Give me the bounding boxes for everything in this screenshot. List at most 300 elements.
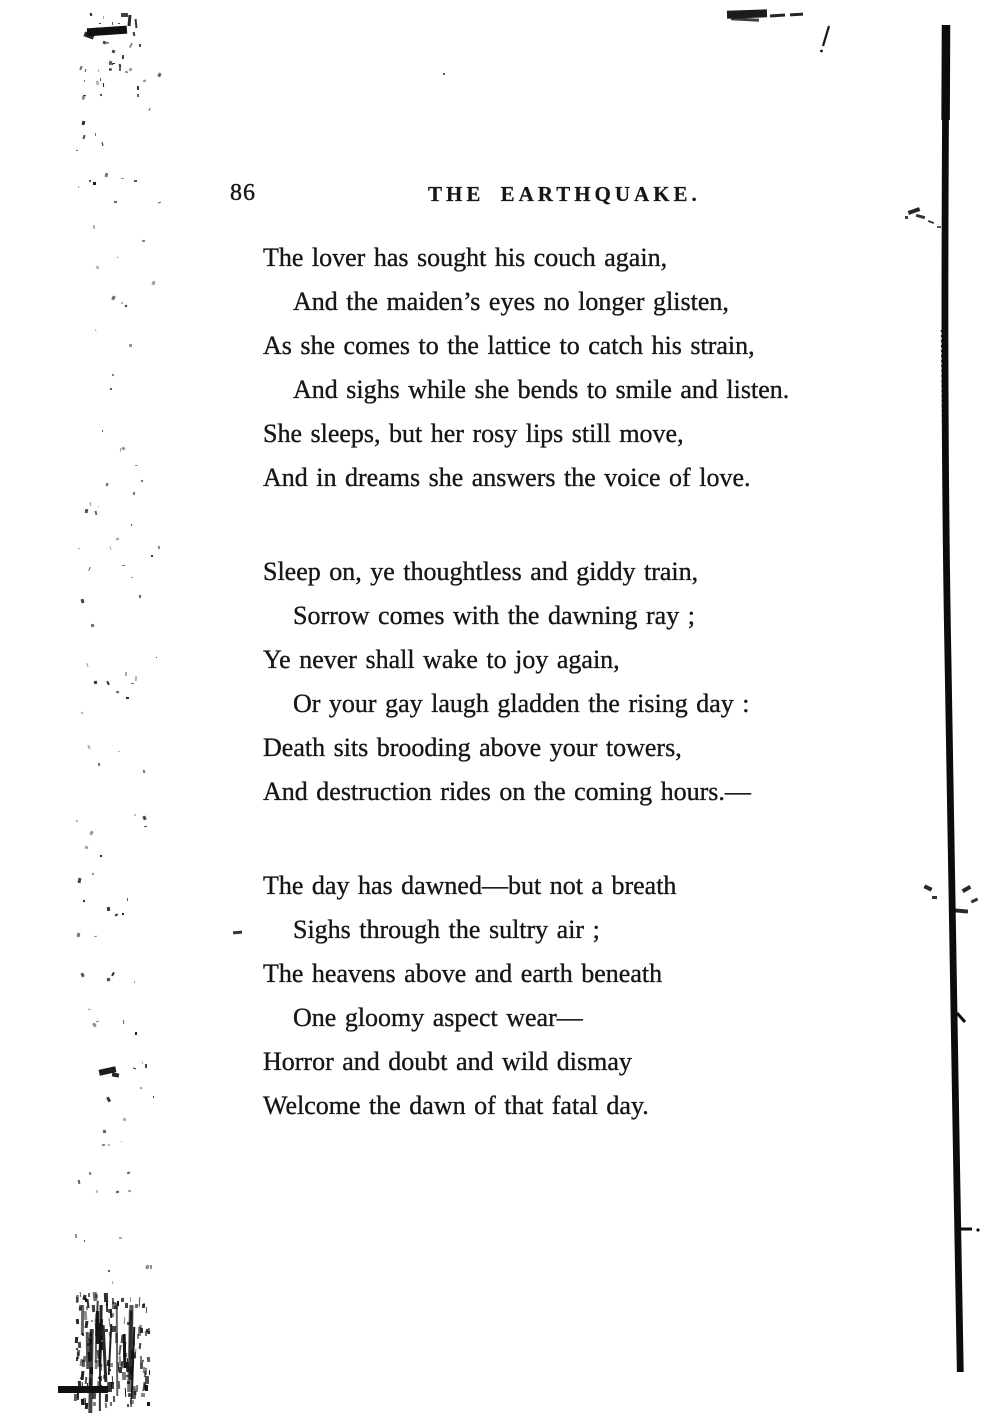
scan-speck bbox=[105, 173, 108, 177]
scan-speck bbox=[932, 896, 937, 899]
stanza-2 bbox=[263, 550, 903, 814]
scan-speck bbox=[131, 1350, 133, 1359]
scan-speck bbox=[103, 1130, 106, 1134]
poem-line: Sighs through the sultry air ; bbox=[293, 915, 600, 944]
scan-speck bbox=[81, 1399, 84, 1405]
scan-speck bbox=[112, 63, 114, 65]
scan-speck bbox=[87, 1343, 90, 1347]
scan-speck bbox=[103, 1375, 106, 1379]
scan-streak bbox=[128, 1305, 133, 1380]
scan-speck bbox=[110, 1312, 114, 1316]
scan-speck bbox=[111, 296, 116, 301]
scan-speck bbox=[107, 906, 111, 911]
scan-speck bbox=[971, 898, 979, 904]
scan-speck bbox=[89, 1331, 92, 1336]
scan-speck bbox=[106, 483, 109, 487]
scan-speck bbox=[126, 1322, 129, 1326]
scan-speck bbox=[147, 1328, 149, 1334]
scan-speck bbox=[80, 599, 84, 603]
scan-speck bbox=[89, 1171, 92, 1174]
scan-speck bbox=[94, 511, 97, 515]
scan-speck bbox=[134, 1355, 135, 1359]
scan-speck bbox=[151, 280, 155, 285]
scan-speck bbox=[905, 216, 908, 219]
scan-speck bbox=[127, 1393, 131, 1397]
scan-speck bbox=[82, 1295, 86, 1300]
scan-speck bbox=[89, 1378, 92, 1386]
scan-speck bbox=[82, 121, 86, 125]
scan-speck bbox=[100, 94, 102, 96]
scan-speck bbox=[78, 186, 79, 188]
scan-speck bbox=[121, 447, 125, 451]
scan-speck bbox=[93, 1292, 97, 1301]
scan-speck bbox=[106, 1301, 108, 1306]
scan-speck bbox=[114, 200, 117, 202]
scan-speck bbox=[140, 1360, 144, 1362]
scan-speck bbox=[127, 898, 128, 901]
scan-speck bbox=[88, 1338, 89, 1341]
scan-speck bbox=[129, 68, 132, 71]
scan-artifact-slash bbox=[823, 26, 829, 46]
scan-speck bbox=[106, 1304, 108, 1312]
scan-speck bbox=[98, 1324, 102, 1330]
scan-speck bbox=[88, 1352, 91, 1362]
scan-streak bbox=[98, 1305, 102, 1367]
scan-speck bbox=[92, 873, 94, 876]
scan-speck bbox=[125, 71, 128, 74]
scan-speck bbox=[93, 681, 96, 684]
scan-speck bbox=[147, 1330, 151, 1334]
scan-speck bbox=[87, 745, 91, 750]
scan-speck bbox=[83, 900, 86, 902]
scan-speck bbox=[115, 913, 119, 917]
scan-speck bbox=[96, 81, 100, 85]
scan-speck bbox=[87, 1383, 89, 1387]
scan-speck bbox=[119, 67, 121, 71]
scan-speck bbox=[93, 182, 96, 185]
scan-speck bbox=[88, 1293, 90, 1297]
scan-speck bbox=[79, 1305, 82, 1310]
scan-speck bbox=[113, 1396, 115, 1402]
scan-speck bbox=[118, 751, 120, 752]
scan-artifact-dash bbox=[790, 13, 803, 17]
scan-speck bbox=[130, 523, 132, 525]
scan-speck bbox=[99, 1387, 101, 1390]
scan-speck bbox=[137, 94, 139, 97]
scan-streak bbox=[88, 1329, 93, 1413]
scan-speck bbox=[138, 1327, 141, 1336]
scan-speck bbox=[97, 27, 98, 30]
scan-speck bbox=[121, 178, 124, 179]
scan-speck bbox=[97, 506, 99, 508]
scan-speck bbox=[118, 1362, 120, 1372]
scan-speck bbox=[80, 712, 83, 715]
scan-speck bbox=[130, 1297, 131, 1302]
scan-speck bbox=[111, 1382, 114, 1389]
scan-speck bbox=[125, 1303, 128, 1308]
scan-speck bbox=[143, 1303, 145, 1306]
poem-line: Death sits brooding above your towers, bbox=[263, 733, 682, 762]
scan-speck bbox=[928, 220, 934, 224]
scan-speck bbox=[144, 1371, 146, 1377]
scan-speck bbox=[129, 43, 133, 48]
scan-speck bbox=[132, 492, 135, 496]
scan-speck bbox=[81, 1382, 83, 1390]
scan-speck bbox=[75, 1319, 79, 1324]
scan-speck bbox=[140, 1356, 143, 1360]
scan-speck bbox=[76, 150, 78, 152]
scan-speck bbox=[134, 813, 137, 816]
scan-speck bbox=[112, 22, 113, 25]
scan-speck bbox=[76, 1297, 79, 1303]
scan-artifact-blob bbox=[99, 1066, 117, 1075]
scan-speck bbox=[156, 657, 157, 658]
scan-speck bbox=[151, 555, 153, 557]
scan-speck bbox=[84, 80, 86, 82]
scan-speck bbox=[141, 1061, 143, 1065]
scan-speck bbox=[103, 83, 105, 87]
scan-speck bbox=[125, 1342, 127, 1350]
scan-speck bbox=[122, 1118, 126, 1122]
scan-speck bbox=[102, 142, 104, 146]
scan-streak bbox=[131, 1327, 136, 1399]
scan-speck bbox=[107, 977, 111, 981]
scan-speck bbox=[100, 78, 101, 81]
scan-speck bbox=[91, 1392, 95, 1398]
scan-speck bbox=[125, 1388, 127, 1397]
scan-speck bbox=[128, 1190, 131, 1192]
scan-speck bbox=[80, 973, 84, 977]
poem-line: Horror and doubt and wild dismay bbox=[263, 1047, 632, 1076]
scan-speck bbox=[126, 1362, 130, 1372]
scan-speck bbox=[106, 42, 109, 45]
scan-speck bbox=[125, 305, 128, 308]
scan-speck bbox=[121, 302, 123, 304]
scan-speck bbox=[97, 69, 99, 72]
scan-speck bbox=[98, 1376, 101, 1378]
scan-speck bbox=[138, 1325, 141, 1328]
scan-speck bbox=[109, 1332, 112, 1337]
scan-speck bbox=[112, 1298, 115, 1304]
scan-speck bbox=[110, 1363, 113, 1367]
scan-streak bbox=[86, 1332, 90, 1369]
scan-speck bbox=[108, 1309, 112, 1314]
scan-speck bbox=[130, 1366, 133, 1375]
scan-speck bbox=[107, 1144, 110, 1147]
scan-speck bbox=[76, 1348, 78, 1351]
scan-artifact-bottom-bar bbox=[58, 1386, 108, 1393]
scan-speck bbox=[78, 547, 80, 549]
stanza-1 bbox=[263, 236, 903, 500]
scan-speck bbox=[109, 1318, 111, 1327]
scan-speck bbox=[146, 1265, 150, 1269]
scan-speck bbox=[95, 1323, 99, 1329]
scan-speck bbox=[112, 1326, 116, 1332]
scan-speck bbox=[110, 1369, 111, 1371]
scan-speck bbox=[120, 1362, 121, 1366]
scan-speck bbox=[115, 1333, 118, 1343]
scan-speck bbox=[132, 1351, 136, 1357]
scan-speck bbox=[114, 1306, 118, 1309]
scan-speck bbox=[128, 15, 132, 26]
scan-speck bbox=[113, 63, 115, 64]
scan-speck bbox=[135, 676, 137, 681]
scan-streak bbox=[99, 1323, 102, 1411]
scan-speck bbox=[119, 1367, 122, 1373]
scan-speck bbox=[132, 1386, 136, 1395]
scan-speck bbox=[145, 1385, 148, 1391]
scan-speck bbox=[150, 1265, 152, 1269]
scan-speck bbox=[87, 1299, 90, 1309]
scan-speck bbox=[77, 1389, 79, 1398]
scan-speck bbox=[137, 86, 139, 90]
scan-speck bbox=[153, 1096, 154, 1098]
scan-speck bbox=[92, 225, 94, 229]
scan-speck bbox=[110, 388, 112, 390]
scan-speck bbox=[101, 1335, 103, 1340]
scan-speck bbox=[117, 256, 118, 257]
scan-speck bbox=[76, 1295, 79, 1302]
poem-line: And sighs while she bends to smile and listen. bbox=[293, 375, 790, 404]
scan-speck bbox=[95, 133, 96, 136]
scan-speck bbox=[126, 697, 129, 699]
scan-speck bbox=[142, 240, 145, 242]
scan-speck bbox=[141, 480, 144, 482]
scan-speck bbox=[139, 594, 141, 597]
scan-speck bbox=[127, 1357, 129, 1363]
scan-speck bbox=[142, 1304, 145, 1308]
scan-speck bbox=[111, 374, 114, 376]
scan-speck bbox=[77, 1390, 79, 1400]
scan-speck bbox=[130, 1400, 134, 1404]
scan-speck bbox=[83, 1311, 86, 1320]
scan-speck bbox=[133, 1339, 136, 1346]
scan-speck bbox=[126, 1171, 129, 1174]
scan-speck bbox=[121, 1361, 123, 1367]
scan-speck bbox=[104, 1293, 108, 1302]
scan-speck bbox=[111, 50, 115, 54]
scan-speck bbox=[90, 624, 93, 627]
scan-speck bbox=[130, 1398, 132, 1407]
scan-speck bbox=[962, 885, 972, 893]
scan-speck bbox=[74, 1336, 78, 1342]
scan-speck bbox=[146, 1307, 147, 1313]
scan-speck bbox=[157, 73, 162, 78]
scan-speck bbox=[94, 1360, 98, 1370]
scan-streak bbox=[81, 1305, 84, 1335]
scan-speck bbox=[122, 55, 124, 59]
scan-speck bbox=[105, 1394, 109, 1402]
scan-speck bbox=[95, 1294, 98, 1298]
scan-speck bbox=[96, 1021, 99, 1023]
scan-speck bbox=[111, 1376, 113, 1384]
scan-speck bbox=[99, 23, 101, 24]
scan-speck bbox=[131, 683, 134, 685]
scan-speck bbox=[99, 1345, 103, 1353]
scan-speck bbox=[85, 845, 89, 849]
scan-streak bbox=[122, 1334, 126, 1368]
scan-speck bbox=[118, 1237, 121, 1239]
scan-speck bbox=[80, 1377, 82, 1379]
scan-speck bbox=[93, 1402, 97, 1406]
scan-speck bbox=[121, 1298, 125, 1302]
poem-line: As she comes to the lattice to catch his strain, bbox=[263, 331, 755, 360]
scan-speck bbox=[139, 44, 141, 47]
scan-speck bbox=[916, 214, 925, 219]
scan-speck bbox=[79, 1307, 81, 1311]
scan-speck bbox=[143, 769, 146, 772]
scan-speck bbox=[102, 430, 104, 433]
scan-speck bbox=[74, 1394, 78, 1401]
scan-speck bbox=[139, 1297, 141, 1307]
scan-speck bbox=[109, 61, 113, 66]
scan-speck bbox=[101, 1342, 103, 1350]
scan-speck bbox=[81, 1360, 85, 1368]
scan-speck bbox=[83, 31, 94, 39]
scan-speck bbox=[144, 1384, 146, 1390]
scan-speck bbox=[75, 1234, 77, 1238]
scan-speck bbox=[122, 913, 124, 915]
scan-streak bbox=[102, 1325, 108, 1382]
scan-speck bbox=[134, 981, 135, 983]
scan-speck bbox=[109, 68, 112, 71]
scan-speck bbox=[85, 69, 87, 72]
scan-streak bbox=[95, 1319, 98, 1363]
scan-speck bbox=[731, 17, 759, 21]
scan-speck bbox=[937, 226, 941, 228]
scan-speck bbox=[94, 936, 97, 938]
scan-speck bbox=[133, 1391, 136, 1399]
scan-speck bbox=[100, 1319, 103, 1325]
scan-speck bbox=[90, 13, 93, 17]
scan-speck bbox=[86, 1306, 88, 1310]
scan-speck bbox=[96, 1381, 100, 1388]
scan-speck bbox=[127, 1404, 129, 1407]
scan-speck bbox=[95, 265, 99, 269]
scan-speck bbox=[76, 820, 78, 823]
scan-speck bbox=[143, 80, 146, 83]
scan-speck bbox=[88, 1385, 92, 1392]
poem-line: And the maiden’s eyes no longer glisten, bbox=[293, 287, 729, 316]
scan-speck bbox=[131, 577, 133, 579]
scan-speck bbox=[145, 1376, 149, 1384]
scan-speck bbox=[123, 1353, 127, 1358]
scan-speck bbox=[106, 680, 110, 685]
poem-line: Or your gay laugh gladden the rising day : bbox=[293, 689, 750, 718]
poem-line: She sleeps, but her rosy lips still move, bbox=[263, 419, 684, 448]
scan-speck bbox=[137, 1334, 139, 1339]
scan-artifact-dash bbox=[770, 13, 785, 17]
poem bbox=[263, 236, 903, 1178]
scan-speck bbox=[145, 1331, 147, 1337]
scan-speck bbox=[100, 855, 102, 857]
scan-speck bbox=[85, 1321, 89, 1328]
scan-speck bbox=[77, 878, 81, 883]
scan-speck bbox=[120, 448, 122, 452]
poem-line: The heavens above and earth beneath bbox=[263, 959, 663, 988]
scan-streak bbox=[96, 1311, 99, 1344]
scan-speck bbox=[131, 1373, 133, 1381]
scan-speck bbox=[146, 1329, 149, 1332]
scan-speck bbox=[121, 1334, 125, 1342]
poem-line: Sorrow comes with the dawning ray ; bbox=[293, 601, 695, 630]
poem-line: One gloomy aspect wear— bbox=[293, 1003, 583, 1032]
scan-speck bbox=[126, 1375, 129, 1378]
scan-speck bbox=[140, 1362, 143, 1369]
poem-line: Ye never shall wake to joy again, bbox=[263, 645, 620, 674]
scan-speck bbox=[143, 1382, 146, 1391]
scan-speck bbox=[88, 567, 91, 571]
scan-speck bbox=[147, 1357, 150, 1362]
scan-speck bbox=[112, 1072, 120, 1077]
scan-speck bbox=[85, 1298, 88, 1302]
scan-speck bbox=[148, 108, 150, 111]
scan-speck bbox=[132, 1068, 136, 1070]
scan-speck bbox=[85, 509, 88, 513]
scan-speck bbox=[99, 1376, 103, 1381]
scan-speck bbox=[89, 1339, 92, 1344]
scan-artifact-topright-smudge bbox=[727, 9, 767, 18]
scan-speck bbox=[110, 1402, 113, 1407]
scan-speck bbox=[107, 1382, 111, 1392]
scan-speck bbox=[109, 69, 111, 71]
scan-speck bbox=[86, 663, 89, 668]
scan-speck bbox=[111, 1281, 113, 1284]
scan-speck bbox=[95, 1313, 97, 1322]
scan-speck bbox=[140, 1328, 143, 1333]
scan-speck bbox=[82, 1333, 84, 1336]
scan-speck bbox=[109, 546, 112, 550]
page-number: 86 bbox=[230, 180, 256, 206]
scan-speck bbox=[76, 1350, 79, 1356]
scan-speck bbox=[80, 1292, 82, 1297]
scan-speck bbox=[77, 933, 81, 937]
scan-speck bbox=[96, 1350, 100, 1359]
stanza-3 bbox=[263, 864, 903, 1128]
scan-speck bbox=[117, 1301, 119, 1306]
scan-speck bbox=[104, 1329, 107, 1332]
scan-speck bbox=[83, 1356, 87, 1363]
scan-speck bbox=[78, 1180, 81, 1184]
scan-speck bbox=[116, 691, 119, 694]
scan-speck bbox=[134, 180, 137, 182]
scan-speck bbox=[103, 16, 105, 19]
scan-speck bbox=[116, 1191, 119, 1194]
scan-speck bbox=[121, 13, 128, 17]
scan-speck bbox=[135, 1032, 137, 1035]
running-title: THE EARTHQUAKE. bbox=[428, 182, 701, 206]
scan-streak bbox=[108, 1324, 113, 1375]
scan-speck bbox=[92, 1023, 96, 1028]
scan-speck bbox=[127, 1380, 131, 1383]
scan-speck bbox=[89, 180, 91, 182]
scan-speck bbox=[112, 1302, 116, 1309]
scan-speck bbox=[124, 1363, 127, 1367]
scan-speck bbox=[148, 1370, 149, 1375]
scan-speck bbox=[124, 1317, 125, 1324]
poem-line: And in dreams she answers the voice of love. bbox=[263, 463, 751, 492]
scan-artifact-topleft-smudge bbox=[87, 26, 127, 37]
scan-speck bbox=[119, 1356, 122, 1366]
scan-speck bbox=[101, 1364, 103, 1371]
scan-speck bbox=[103, 41, 106, 44]
scan-speck bbox=[125, 672, 127, 676]
scan-speck bbox=[158, 201, 161, 203]
scan-speck bbox=[106, 1096, 111, 1101]
scan-speck bbox=[90, 1367, 94, 1374]
scan-speck bbox=[134, 1349, 136, 1359]
scan-speck bbox=[443, 73, 445, 75]
